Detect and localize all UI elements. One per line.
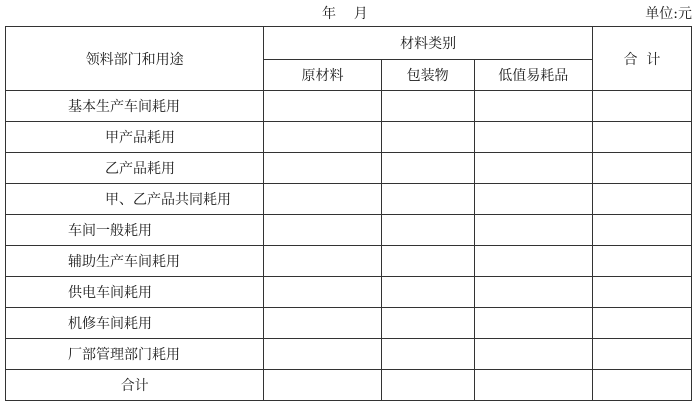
cell-raw[interactable] [264, 215, 381, 246]
material-allocation-table [5, 26, 692, 401]
cell-raw[interactable] [264, 370, 381, 401]
cell-raw[interactable] [264, 122, 381, 153]
cell-total[interactable] [592, 308, 691, 339]
cell-raw[interactable] [264, 246, 381, 277]
cell-pack[interactable] [381, 308, 474, 339]
row-label: 厂部管理部门耗用 [6, 339, 264, 370]
table-row [6, 215, 692, 246]
cell-total[interactable] [592, 370, 691, 401]
cell-pack[interactable] [381, 91, 474, 122]
table-row [6, 153, 692, 184]
table-row [6, 184, 692, 215]
cell-pack[interactable] [381, 339, 474, 370]
cell-total[interactable] [592, 339, 691, 370]
row-label: 辅助生产车间耗用 [6, 246, 264, 277]
category-packaging: 包装物 [381, 60, 474, 91]
cell-pack[interactable] [381, 184, 474, 215]
row-label: 基本生产车间耗用 [6, 91, 264, 122]
row-label: 甲、乙产品共同耗用 [6, 184, 264, 215]
currency-unit: 单位:元 [645, 6, 692, 22]
table-row [6, 122, 692, 153]
cell-low[interactable] [474, 215, 592, 246]
dept-purpose-header: 领料部门和用途 [6, 27, 264, 91]
cell-raw[interactable] [264, 308, 381, 339]
cell-raw[interactable] [264, 153, 381, 184]
cell-low[interactable] [474, 184, 592, 215]
row-label: 供电车间耗用 [6, 277, 264, 308]
row-label: 机修车间耗用 [6, 308, 264, 339]
table-row [6, 308, 692, 339]
cell-low[interactable] [474, 122, 592, 153]
table-row-total [6, 370, 692, 401]
cell-low[interactable] [474, 277, 592, 308]
cell-pack[interactable] [381, 277, 474, 308]
cell-total[interactable] [592, 153, 691, 184]
cell-raw[interactable] [264, 91, 381, 122]
cell-total[interactable] [592, 91, 691, 122]
cell-low[interactable] [474, 91, 592, 122]
cell-total[interactable] [592, 184, 691, 215]
cell-low[interactable] [474, 370, 592, 401]
cell-low[interactable] [474, 153, 592, 184]
cell-pack[interactable] [381, 122, 474, 153]
report-period: 年 月 [322, 6, 368, 22]
cell-total[interactable] [592, 277, 691, 308]
table-row [6, 339, 692, 370]
cell-low[interactable] [474, 339, 592, 370]
row-label: 车间一般耗用 [6, 215, 264, 246]
row-label: 合计 [6, 370, 264, 401]
cell-total[interactable] [592, 246, 691, 277]
cell-raw[interactable] [264, 277, 381, 308]
cell-low[interactable] [474, 246, 592, 277]
cell-total[interactable] [592, 215, 691, 246]
table-row [6, 277, 692, 308]
report-header [0, 0, 698, 26]
category-raw-material: 原材料 [264, 60, 381, 91]
cell-pack[interactable] [381, 215, 474, 246]
total-header: 合 计 [592, 27, 691, 91]
cell-raw[interactable] [264, 184, 381, 215]
cell-pack[interactable] [381, 153, 474, 184]
row-label: 甲产品耗用 [6, 122, 264, 153]
row-label: 乙产品耗用 [6, 153, 264, 184]
cell-pack[interactable] [381, 370, 474, 401]
cell-pack[interactable] [381, 246, 474, 277]
cell-low[interactable] [474, 308, 592, 339]
cell-total[interactable] [592, 122, 691, 153]
cell-raw[interactable] [264, 339, 381, 370]
table-row [6, 246, 692, 277]
table-row [6, 91, 692, 122]
material-category-header: 材料类别 [264, 27, 592, 60]
category-low-value-consumables: 低值易耗品 [474, 60, 592, 91]
